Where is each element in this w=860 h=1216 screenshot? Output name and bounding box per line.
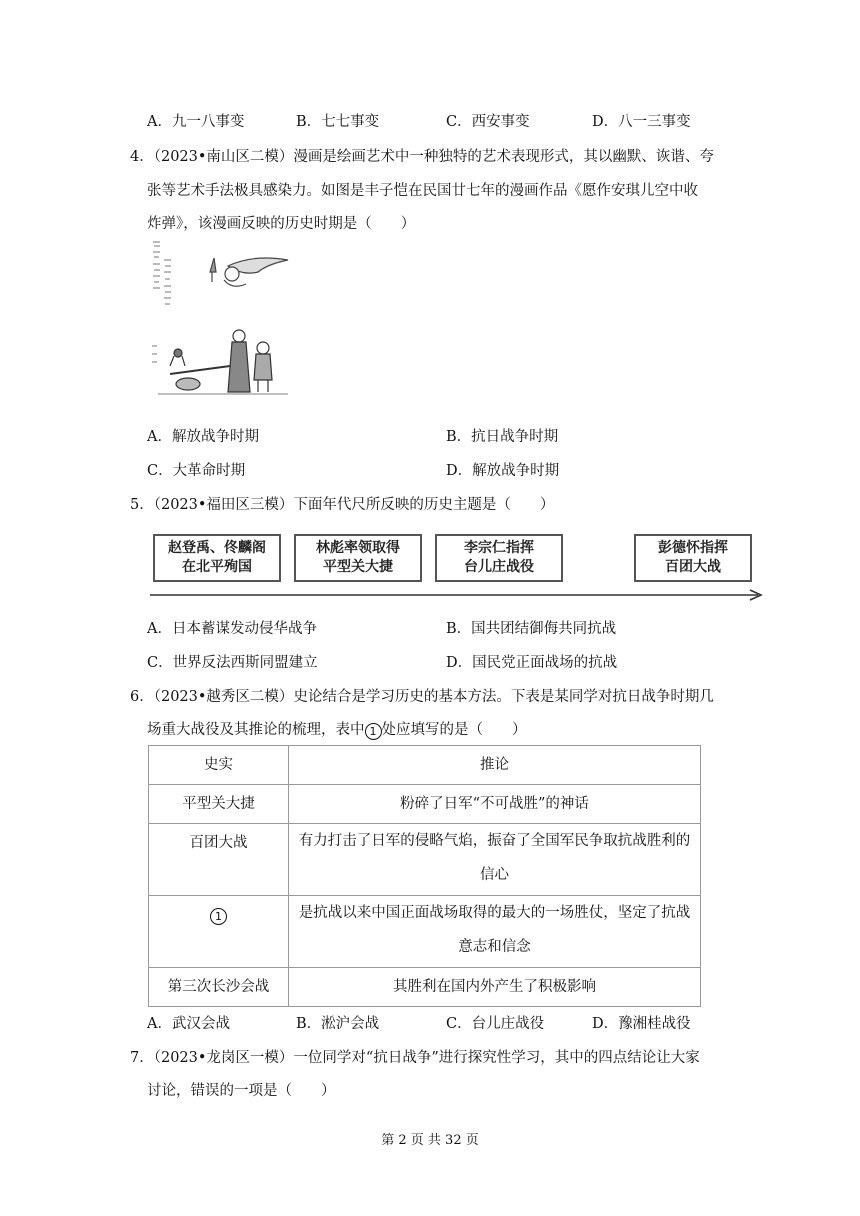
table-cell-fact	[149, 896, 289, 968]
table-cell-conclusion	[289, 896, 701, 968]
timeline-event-2-line2: 平型关大捷	[323, 559, 393, 575]
q6-option-a: A．武汉会战	[147, 1016, 230, 1032]
table-header-fact: 史实	[149, 746, 289, 785]
q4-option-a: A．解放战争时期	[147, 429, 259, 445]
table-header-conclusion: 推论	[289, 746, 701, 785]
q3-option-d: D．八一三事变	[592, 114, 691, 130]
timeline-event-4-line1: 彭德怀指挥	[658, 540, 728, 556]
q5-option-b: B．国共团结御侮共同抗战	[446, 621, 617, 637]
battle-table	[148, 745, 701, 1007]
q3-option-b: B．七七事变	[296, 114, 380, 130]
timeline-event-1-line1: 赵登禹、佟麟阁	[168, 540, 266, 556]
q5-option-a: A．日本蓄谋发动侵华战争	[147, 621, 317, 637]
table-cell-fact: 百团大战	[149, 824, 289, 896]
timeline-arrow	[150, 588, 764, 602]
timeline-event-2-line1: 林彪率领取得	[316, 540, 400, 556]
page-number-footer: 第 2 页 共 32 页	[381, 1133, 479, 1148]
q3-option-a: A．九一八事变	[147, 114, 245, 130]
table-row	[149, 785, 701, 824]
table-cell-conclusion-line2: 信心	[480, 867, 509, 883]
q6-stem-line2-part2: 处应填写的是（ ）	[381, 722, 527, 738]
timeline-event-4-line2: 百团大战	[665, 559, 721, 575]
timeline-event-3	[435, 534, 563, 582]
table-row	[149, 824, 701, 896]
q6-option-b: B．淞沪会战	[296, 1016, 380, 1032]
timeline-event-3-line1: 李宗仁指挥	[464, 540, 534, 556]
timeline-event-2	[294, 534, 422, 582]
circled-number: 1	[210, 908, 227, 925]
table-cell-fact: 平型关大捷	[149, 785, 289, 824]
circled-number: 1	[365, 723, 382, 740]
table-cell-conclusion-line1: 有力打击了日军的侵略气焰，振奋了全国军民争取抗战胜利的	[298, 833, 691, 849]
table-cell-conclusion-line1: 其胜利在国内外产生了积极影响	[393, 979, 596, 995]
q6-stem-line2-part1: 场重大战役及其推论的梳理，表中	[147, 722, 365, 738]
timeline-event-4	[634, 534, 752, 582]
q6-stem-line1: 6．（2023•越秀区二模）史论结合是学习历史的基本方法。下表是某同学对抗日战争时期几	[130, 689, 714, 705]
q5-option-c: C．世界反法西斯同盟建立	[147, 655, 318, 671]
q6-stem-line2	[147, 720, 527, 740]
table-header-row	[149, 746, 701, 785]
table-row	[149, 968, 701, 1007]
timeline-event-1	[153, 534, 281, 582]
table-cell-conclusion-line2: 意志和信念	[458, 939, 531, 955]
q4-option-d: D．解放战争时期	[446, 463, 560, 479]
q5-option-d: D．国民党正面战场的抗战	[446, 655, 618, 671]
table-cell-conclusion-line1: 粉碎了日军“不可战胜”的神话	[400, 796, 589, 812]
q3-option-c: C．西安事变	[446, 114, 530, 130]
q4-stem-line1: 4．（2023•南山区二模）漫画是绘画艺术中一种独特的艺术表现形式，其以幽默、诙谐、夸	[130, 149, 714, 165]
q6-option-d: D．豫湘桂战役	[592, 1016, 691, 1032]
q6-option-c: C．台儿庄战役	[446, 1016, 545, 1032]
timeline-event-1-line2: 在北平殉国	[182, 559, 252, 575]
timeline-event-3-line2: 台儿庄战役	[464, 559, 534, 575]
table-cell-conclusion	[289, 824, 701, 896]
table-cell-conclusion	[289, 968, 701, 1007]
cartoon-illustration	[148, 236, 294, 411]
table-cell-fact: 第三次长沙会战	[149, 968, 289, 1007]
q7-stem-line2: 讨论，错误的一项是（ ）	[147, 1083, 336, 1099]
q5-stem-line1: 5．（2023•福田区三模）下面年代尺所反映的历史主题是（ ）	[130, 497, 555, 513]
q4-stem-line2: 张等艺术手法极具感染力。如图是丰子恺在民国廿七年的漫画作品《愿作安琪儿空中收	[147, 183, 698, 199]
cartoon-illustration-svg	[148, 236, 294, 411]
table-row	[149, 896, 701, 968]
q4-option-b: B．抗日战争时期	[446, 429, 559, 445]
table-cell-conclusion-line1: 是抗战以来中国正面战场取得的最大的一场胜仗，坚定了抗战	[298, 905, 691, 921]
table-cell-conclusion	[289, 785, 701, 824]
q7-stem-line1: 7．（2023•龙岗区一模）一位同学对“抗日战争”进行探究性学习，其中的四点结论让大家	[130, 1050, 700, 1066]
q4-option-c: C．大革命时期	[147, 463, 246, 479]
q4-stem-line3: 炸弹》，该漫画反映的历史时期是（ ）	[147, 216, 416, 232]
